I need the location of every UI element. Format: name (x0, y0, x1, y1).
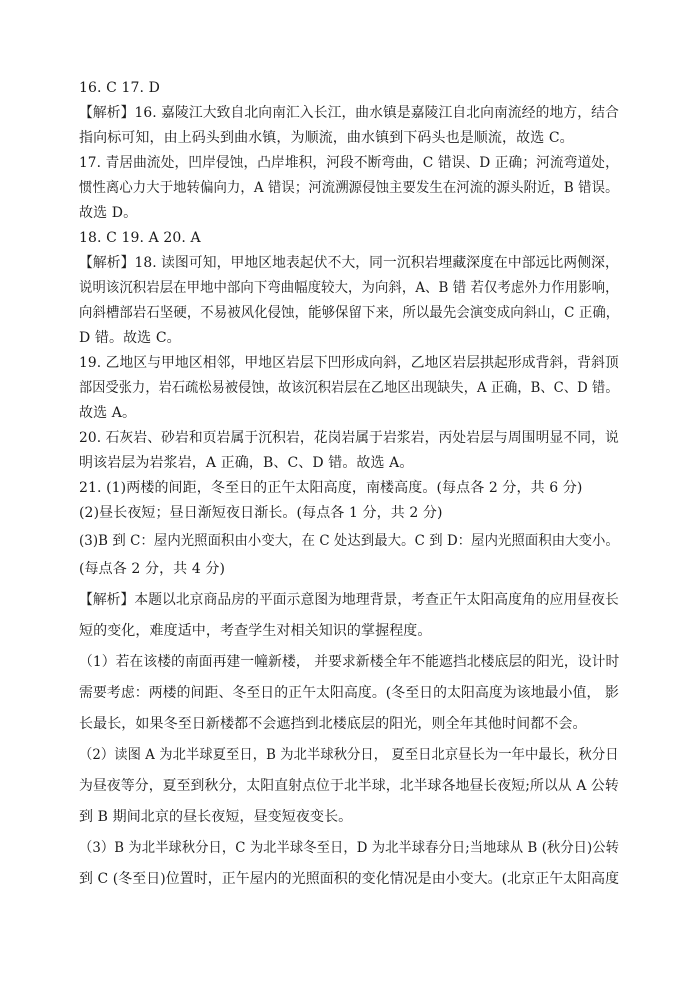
analysis-17-line-2: 惯性离心力大于地转偏向力，A 错误；河流溯源侵蚀主要发生在河流的源头附近，B 错误。 (79, 180, 619, 196)
analysis-19-line-2: 部因受张力，岩石疏松易被侵蚀，故该沉积岩层在乙地区出现缺失，A 正确，B、C、D 错。 (79, 380, 619, 396)
analysis-21-3-line-2: 到 C (冬至日)位置时，正午屋内的光照面积的变化情况是由小变大。(北京正午太阳高度 (79, 871, 620, 887)
answer-21-part-3-score: (每点各 2 分，共 4 分) (79, 561, 226, 577)
answer-21-part-3: (3)B 到 C：屋内光照面积由小变大，在 C 处达到最大。C 到 D：屋内光照面积由大变小。 (79, 533, 619, 549)
analysis-21-1-line-3: 长最长，如果冬至日新楼都不会遮挡到北楼底层的阳光，则全年其他时间都不会。 (79, 716, 587, 732)
analysis-21-2-line-1: （2）读图 A 为北半球夏至日，B 为北半球秋分日， 夏至日北京昼长为一年中最长，秋分日 (79, 747, 619, 763)
analysis-21-intro-line-1: 【解析】本题以北京商品房的平面示意图为地理背景，考查正午太阳高度角的应用昼夜长 (79, 592, 619, 608)
analysis-18-line-2: 说明该沉积岩层在甲地中部向下弯曲幅度较大，为向斜，A、B 错 若仅考虑外力作用影响， (79, 280, 619, 296)
analysis-20-line-1: 20. 石灰岩、砂岩和页岩属于沉积岩，花岗岩属于岩浆岩，丙处岩层与周围明显不同，说 (79, 430, 619, 446)
answer-21-part-2: (2)昼长夜短；昼日渐短夜日渐长。(每点各 1 分，共 2 分) (79, 505, 443, 521)
analysis-16-line-1: 【解析】16. 嘉陵江大致自北向南汇入长江，曲水镇是嘉陵江自北向南流经的地方，结合 (79, 105, 619, 121)
analysis-16-line-2: 指向标可知，由上码头到曲水镇，为顺流，曲水镇到下码头也是顺流，故选 C。 (79, 130, 574, 146)
analysis-21-2-line-3: 到 B 期间北京的昼长夜短，昼变短夜变长。 (79, 809, 353, 825)
analysis-21-2-line-2: 为昼夜等分，夏至到秋分，太阳直射点位于北半球，北半球各地昼长夜短;所以从 A 公转 (79, 778, 619, 794)
answer-line-18-20: 18. C 19. A 20. A (79, 230, 201, 246)
analysis-17-line-1: 17. 青居曲流处，凹岸侵蚀，凸岸堆积，河段不断弯曲，C 错误、D 正确；河流弯道处， (79, 155, 619, 171)
analysis-18-line-4: D 错。故选 C。 (79, 330, 181, 346)
answer-line-16-17: 16. C 17. D (79, 80, 160, 96)
analysis-21-intro-line-2: 短的变化，难度适中，考查学生对相关知识的掌握程度。 (79, 623, 432, 639)
analysis-17-line-3: 故选 D。 (79, 205, 138, 221)
analysis-21-1-line-1: （1）若在该楼的南面再建一幢新楼， 并要求新楼全年不能遮挡北楼底层的阳光，设计时 (79, 654, 620, 670)
analysis-19-line-3: 故选 A。 (79, 405, 137, 421)
analysis-18-line-1: 【解析】18. 读图可知，甲地区地表起伏不大，同一沉积岩埋藏深度在中部远比两侧深， (79, 255, 619, 271)
analysis-19-line-1: 19. 乙地区与甲地区相邻，甲地区岩层下凹形成向斜，乙地区岩层拱起形成背斜，背斜顶 (79, 355, 619, 371)
analysis-20-line-2: 明该岩层为岩浆岩，A 正确，B、C、D 错。故选 A。 (79, 455, 414, 471)
analysis-18-line-3: 向斜槽部岩石坚硬，不易被风化侵蚀，能够保留下来，所以最先会演变成向斜山，C 正确， (79, 305, 620, 321)
analysis-21-1-line-2: 需要考虑：两楼的间距、冬至日的正午太阳高度。(冬至日的太阳高度为该地最小值， 影 (79, 685, 619, 701)
analysis-21-3-line-1: （3）B 为北半球秋分日，C 为北半球冬至日，D 为北半球春分日;当地球从 B (秋分日)公转 (79, 840, 620, 856)
answer-21-part-1: 21. (1)两楼的间距，冬至日的正午太阳高度，南楼高度。(每点各 2 分，共 6 分) (79, 480, 583, 496)
